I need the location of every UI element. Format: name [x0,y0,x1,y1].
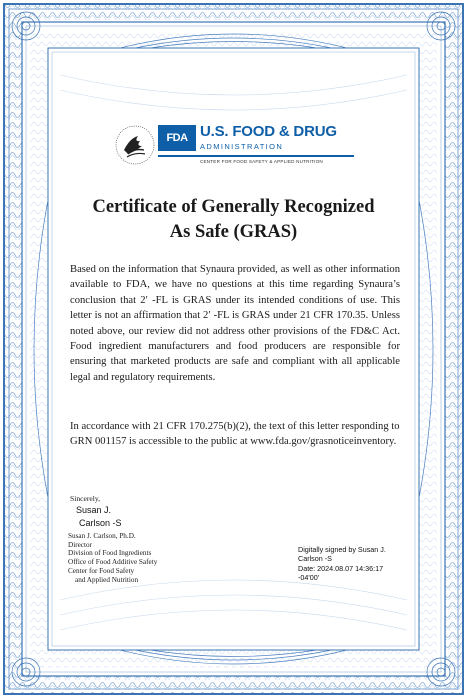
fda-subtitle: ADMINISTRATION [200,142,284,151]
fda-logo-rule [158,155,354,157]
digital-signature-line1: Digitally signed by Susan J. [298,545,386,554]
fda-mark: FDA [158,125,196,151]
handwritten-signature [76,504,146,530]
signatory-division: Division of Food Ingredients [68,549,152,558]
digital-signature-line3: Date: 2024.08.07 14:36:17 [298,563,384,573]
fda-center-name: CENTER FOR FOOD SAFETY & APPLIED NUTRITION [200,159,323,164]
hhs-eagle-seal-icon [114,124,156,166]
signatory-office: Office of Food Additive Safety [68,558,158,567]
certificate-title-line1: Certificate of Generally Recognized [92,197,375,217]
signature-line1: Susan J. [76,505,112,515]
signatory-center-line1: Center for Food Safety [68,566,135,575]
certificate-title-line2: As Safe (GRAS) [169,222,298,242]
signature-line2: Carlson -S [79,518,122,528]
digital-signature-line2: Carlson -S [298,554,332,564]
fda-title: U.S. FOOD & DRUG [200,123,337,140]
signatory-role: Director [68,540,92,549]
signatory-block [68,532,157,584]
signatory-center-line2: and Applied Nutrition [75,575,139,584]
digital-signature-line4: -04'00' [298,573,320,583]
certificate-title [40,195,427,245]
digital-signature-stamp [298,545,408,583]
certificate-paragraph-1: Based on the information that Synaura provided, as well as other information available to FDA, we have no questions at this time regarding Synaura’s conclusion that 2′ -FL is GRAS under its intended conditions of use. This letter is not an affirmation that 2′ -FL is GRAS under 21 CFR 170.35. Unless noted above, our review did not address other provisions of the FD&C Act. Food ingredient manufacturers and food producers are responsible for ensuring that marketed products are safe and compliant with all applicable legal and regulatory requirements. [70,264,400,383]
closing: Sincerely, [70,494,101,503]
signatory-name: Susan J. Carlson, Ph.D. [68,532,136,540]
certificate-paragraph-2: In accordance with 21 CFR 170.275(b)(2), the text of this letter responding to GRN 001157 is accessible to the public at www.fda.gov/grasnoticeinventory. [70,421,400,448]
fda-logo [114,120,354,174]
